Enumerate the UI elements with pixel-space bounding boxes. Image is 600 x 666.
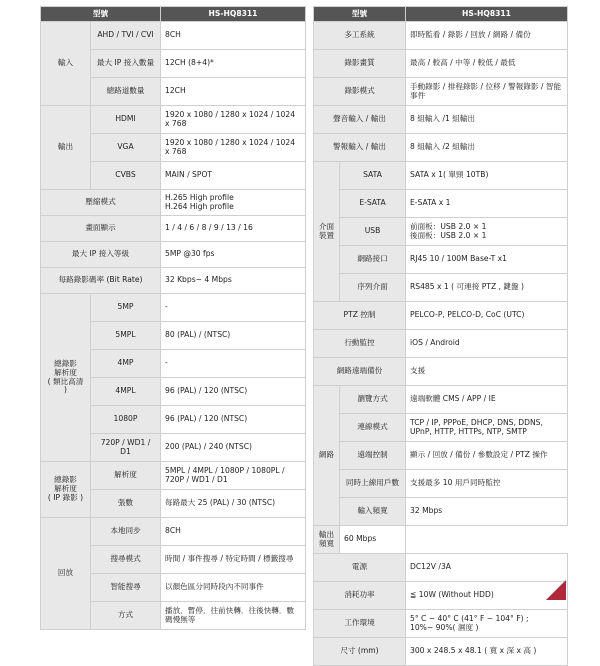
spec-label: 壓縮模式 (41, 190, 161, 216)
spec-label: VGA (91, 134, 161, 162)
spec-label: 每路錄影碼率 (Bit Rate) (41, 268, 161, 294)
spec-row (314, 610, 568, 638)
spec-value: 8CH (161, 22, 306, 50)
spec-row (314, 50, 568, 78)
spec-label: 最大 IP 接入數量 (91, 50, 161, 78)
spec-row (314, 274, 568, 302)
spec-label: 同時上線用戶數 (340, 470, 406, 498)
spec-value: 5° C ~ 40° C (41° F ~ 104° F) ; 10%~ 90%( 濕度 ) (406, 610, 568, 638)
spec-label: E-SATA (340, 190, 406, 218)
spec-row (314, 106, 568, 134)
spec-value: - (161, 294, 306, 322)
spec-label: 網路 (314, 386, 340, 526)
spec-value: 60 Mbps (340, 526, 406, 554)
spec-row (41, 190, 306, 216)
spec-value: 即時監看 / 錄影 / 回放 / 網路 / 備份 (406, 22, 568, 50)
spec-label: 輸入 (41, 22, 91, 106)
spec-row (314, 78, 568, 106)
spec-label: 1080P (91, 406, 161, 434)
spec-label: 輸出頻寬 (314, 526, 340, 554)
spec-value: DC12V /3A (406, 554, 568, 582)
spec-label: 網路遠端備份 (314, 358, 406, 386)
spec-label: 工作環境 (314, 610, 406, 638)
spec-label: 尺寸 (mm) (314, 638, 406, 666)
spec-row (314, 22, 568, 50)
spec-label: 多工系統 (314, 22, 406, 50)
spec-label: SATA (340, 162, 406, 190)
spec-value: 96 (PAL) / 120 (NTSC) (161, 378, 306, 406)
spec-label: 搜尋模式 (91, 546, 161, 574)
spec-value: MAIN / SPOT (161, 162, 306, 190)
spec-table-left (40, 6, 306, 630)
spec-label: 本地同步 (91, 518, 161, 546)
spec-row (41, 268, 306, 294)
spec-label: 4MPL (91, 378, 161, 406)
spec-row (41, 294, 306, 322)
spec-value: 12CH (8+4)* (161, 50, 306, 78)
spec-row (314, 162, 568, 190)
spec-label: 最大 IP 接入等級 (41, 242, 161, 268)
spec-label: 序列介面 (340, 274, 406, 302)
spec-row (41, 106, 306, 134)
spec-label: 4MP (91, 350, 161, 378)
spec-value: PELCO-P, PELCO-D, CoC (UTC) (406, 302, 568, 330)
spec-row (314, 414, 568, 442)
spec-row (314, 638, 568, 666)
spec-value: 32 Mbps (406, 498, 568, 526)
spec-value: 支援最多 10 用戶同時監控 (406, 470, 568, 498)
spec-row (41, 242, 306, 268)
spec-value: E-SATA x 1 (406, 190, 568, 218)
spec-row (41, 216, 306, 242)
spec-row (41, 462, 306, 490)
spec-row (314, 386, 568, 414)
spec-label: 回放 (41, 518, 91, 630)
spec-row (314, 190, 568, 218)
spec-label: 錄影模式 (314, 78, 406, 106)
spec-value: ≦ 10W (Without HDD) (406, 582, 568, 610)
corner-accent-triangle (546, 580, 566, 600)
spec-label: 720P / WD1 / D1 (91, 434, 161, 462)
spec-value: 支援 (406, 358, 568, 386)
spec-label: 錄影畫質 (314, 50, 406, 78)
spec-label: 張數 (91, 490, 161, 518)
spec-value: 80 (PAL) / (NTSC) (161, 322, 306, 350)
spec-label: 聲音輸入 / 輸出 (314, 106, 406, 134)
spec-value: SATA x 1( 單頸 10TB) (406, 162, 568, 190)
spec-row (41, 518, 306, 546)
spec-value: 32 Kbps~ 4 Mbps (161, 268, 306, 294)
spec-value: 8 組輸入 /2 組輸出 (406, 134, 568, 162)
spec-row (41, 22, 306, 50)
spec-row (314, 498, 568, 526)
spec-label: 警報輸入 / 輸出 (314, 134, 406, 162)
spec-table-right (313, 6, 568, 666)
spec-value: 200 (PAL) / 240 (NTSC) (161, 434, 306, 462)
spec-label: 總錄影 解析度 ( 類比高清 ) (41, 294, 91, 462)
header-label: 型號 (314, 7, 406, 22)
spec-value: 以顏色區分同時段內不同事件 (161, 574, 306, 602)
spec-label: 總路道數量 (91, 78, 161, 106)
spec-value: 手動錄影 / 排程錄影 / 位移 / 警報錄影 / 智能事件 (406, 78, 568, 106)
spec-label: 介面 裝置 (314, 162, 340, 302)
spec-label: 電源 (314, 554, 406, 582)
spec-value: 96 (PAL) / 120 (NTSC) (161, 406, 306, 434)
spec-value: - (161, 350, 306, 378)
header-label: 型號 (41, 7, 161, 22)
spec-row (314, 526, 568, 554)
spec-value: 播放．暫停．往前快轉．往後快轉．數碼慢無等 (161, 602, 306, 630)
spec-label: 遠端控制 (340, 442, 406, 470)
spec-label: 瀏覽方式 (340, 386, 406, 414)
header-model: HS-HQ8311 (406, 7, 568, 22)
spec-row (314, 246, 568, 274)
spec-label: 總錄影 解析度 ( IP 錄影 ) (41, 462, 91, 518)
spec-value: RJ45 10 / 100M Base-T x1 (406, 246, 568, 274)
spec-row (314, 218, 568, 246)
spec-label: 5MPL (91, 322, 161, 350)
spec-value: iOS / Android (406, 330, 568, 358)
spec-label: 消耗功率 (314, 582, 406, 610)
spec-row (314, 330, 568, 358)
spec-label: 輸出 (41, 106, 91, 190)
spec-value: RS485 x 1 ( 可連接 PTZ , 鍵盤 ) (406, 274, 568, 302)
spec-value: 5MP @30 fps (161, 242, 306, 268)
spec-row (314, 302, 568, 330)
spec-label: HDMI (91, 106, 161, 134)
spec-value: 時間 / 事件搜尋 / 特定時間 / 標籤搜尋 (161, 546, 306, 574)
spec-value: 300 x 248.5 x 48.1 ( 寬 x 深 x 高 ) (406, 638, 568, 666)
spec-value: 1920 x 1080 / 1280 x 1024 / 1024 x 768 (161, 106, 306, 134)
spec-row (314, 554, 568, 582)
spec-row (314, 134, 568, 162)
spec-value: 最高 / 較高 / 中等 / 較低 / 最低 (406, 50, 568, 78)
spec-value: 8 組輸入 /1 組輸出 (406, 106, 568, 134)
spec-row (314, 582, 568, 610)
spec-label: PTZ 控制 (314, 302, 406, 330)
spec-value: 每路最大 25 (PAL) / 30 (NTSC) (161, 490, 306, 518)
spec-value: 5MPL / 4MPL / 1080P / 1080PL / 720P / WD1 / D1 (161, 462, 306, 490)
spec-label: 智能搜尋 (91, 574, 161, 602)
spec-label: 解析度 (91, 462, 161, 490)
spec-label: CVBS (91, 162, 161, 190)
spec-value: 遠端軟體 CMS / APP / IE (406, 386, 568, 414)
spec-value: 顯示 / 回放 / 備份 / 參數設定 / PTZ 操作 (406, 442, 568, 470)
spec-label: 輸入頻寬 (340, 498, 406, 526)
spec-row (314, 442, 568, 470)
spec-value: H.265 High profile H.264 High profile (161, 190, 306, 216)
spec-label: 畫面顯示 (41, 216, 161, 242)
spec-row (314, 470, 568, 498)
spec-value: 8CH (161, 518, 306, 546)
spec-label: AHD / TVI / CVI (91, 22, 161, 50)
spec-value: 1920 x 1080 / 1280 x 1024 / 1024 x 768 (161, 134, 306, 162)
spec-label: 方式 (91, 602, 161, 630)
spec-label: 網路接口 (340, 246, 406, 274)
spec-value: 前面板：USB 2.0 × 1 後面板：USB 2.0 × 1 (406, 218, 568, 246)
spec-label: 行動監控 (314, 330, 406, 358)
spec-value: TCP / IP, PPPoE, DHCP, DNS, DDNS, UPnP, HTTP, HTTPs, NTP, SMTP (406, 414, 568, 442)
spec-value: 1 / 4 / 6 / 8 / 9 / 13 / 16 (161, 216, 306, 242)
spec-value: 12CH (161, 78, 306, 106)
spec-label: 5MP (91, 294, 161, 322)
spec-label: 連線模式 (340, 414, 406, 442)
spec-row (314, 358, 568, 386)
spec-label: USB (340, 218, 406, 246)
header-model: HS-HQ8311 (161, 7, 306, 22)
